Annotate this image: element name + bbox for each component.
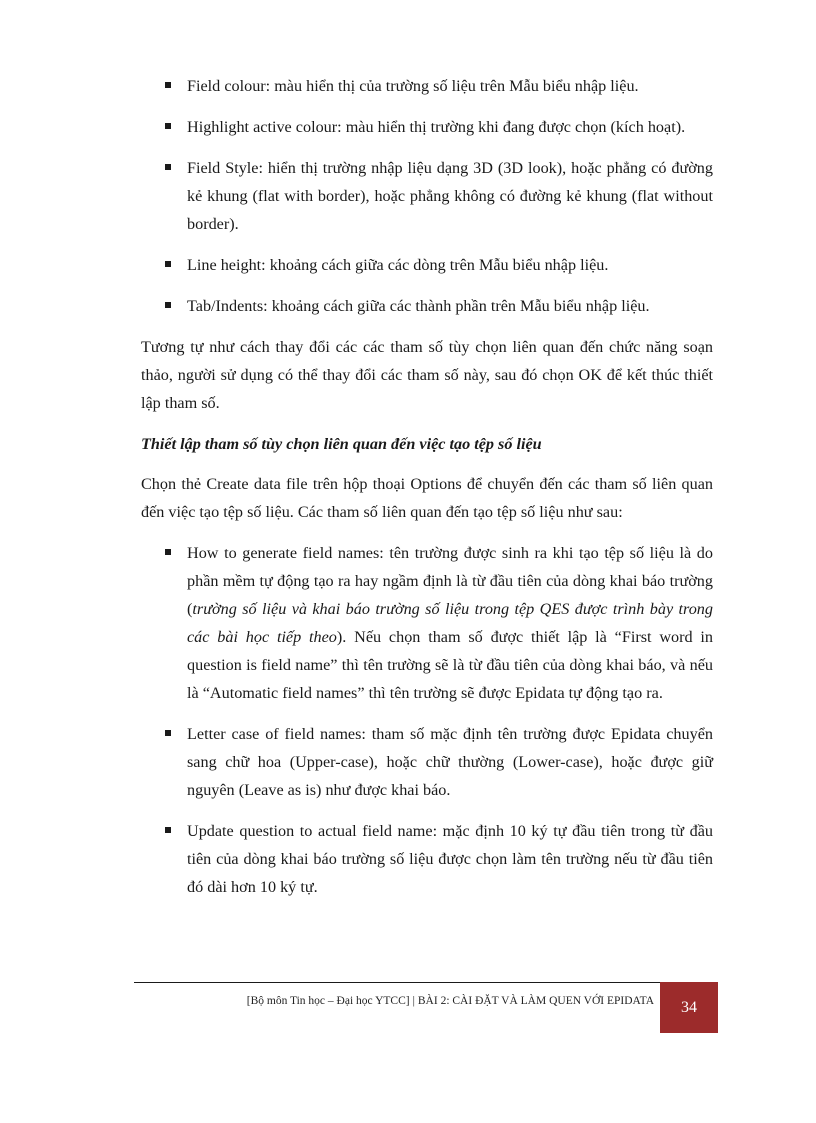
bullet-tab-indents: [141, 292, 713, 320]
bullet-line-height: [141, 251, 713, 279]
square-bullet-icon: [165, 123, 171, 129]
bullet-highlight-active-colour: [141, 113, 713, 141]
square-bullet-icon: [165, 164, 171, 170]
square-bullet-icon: [165, 261, 171, 267]
bullet-update-question: [141, 817, 713, 901]
footer-lesson-title: BÀI 2: CÀI ĐẶT VÀ LÀM QUEN VỚI EPIDATA: [417, 995, 654, 1007]
bullet-field-colour: [141, 72, 713, 100]
page-content: [141, 72, 713, 914]
footer-divider: [134, 982, 660, 983]
bullet-text: Field colour: màu hiển thị của trường số liệu trên Mẫu biểu nhập liệu.: [187, 77, 639, 95]
bullet-text: Tab/Indents: khoảng cách giữa các thành phần trên Mẫu biểu nhập liệu.: [187, 297, 650, 315]
square-bullet-icon: [165, 730, 171, 736]
bullet-text: Update question to actual field name: mặc định 10 ký tự đầu tiên trong từ đầu tiên của dòng khai báo trường số liệu được chọn làm tên trường nếu từ đầu tiên đó dài hơn 10 ký tự.: [187, 822, 713, 896]
section-heading: Thiết lập tham số tùy chọn liên quan đến việc tạo tệp số liệu: [141, 435, 542, 453]
bullet-text-start: How to generate field names: tên trường được sinh ra khi tạo tệp số liệu là do phần mềm tự động tạo ra hay ngầm định là từ đầu tiên của dòng khai báo trường (: [187, 544, 713, 618]
bullet-field-style: [141, 154, 713, 238]
bullet-text: Highlight active colour: màu hiển thị trường khi đang được chọn (kích hoạt).: [187, 118, 686, 136]
paragraph-create-data-file: Chọn thẻ Create data file trên hộp thoại Options để chuyển đến các tham số liên quan đến việc tạo tệp số liệu. Các tham số liên quan đến tạo tệp số liệu như sau:: [141, 475, 713, 521]
bullet-text-end: ). Nếu chọn tham số được thiết lập là “First word in question is field name” thì tên trường sẽ là từ đầu tiên của dòng khai báo, và nếu là “Automatic field names” thì tên trường sẽ được Epidata tự động tạo ra.: [187, 628, 713, 702]
bullet-text: Letter case of field names: tham số mặc định tên trường được Epidata chuyển sang chữ hoa (Upper-case), hoặc chữ thường (Lower-case), hoặc được giữ nguyên (Leave as is) như được khai báo.: [187, 725, 713, 799]
bullet-text: [187, 539, 713, 707]
bullet-text: Line height: khoảng cách giữa các dòng trên Mẫu biểu nhập liệu.: [187, 256, 609, 274]
footer-separator: |: [412, 995, 415, 1007]
footer-text: [134, 995, 654, 1007]
square-bullet-icon: [165, 549, 171, 555]
square-bullet-icon: [165, 827, 171, 833]
footer-department: [Bộ môn Tin học – Đại học YTCC]: [246, 995, 410, 1007]
square-bullet-icon: [165, 302, 171, 308]
paragraph-options-summary: Tương tự như cách thay đổi các các tham số tùy chọn liên quan đến chức năng soạn thảo, người sử dụng có thể thay đổi các tham số này, sau đó chọn OK để kết thúc thiết lập tham số.: [141, 338, 713, 412]
bullet-text-italic: trường số liệu và khai báo trường số liệu trong tệp QES được trình bày trong các bài học tiếp theo: [187, 600, 713, 646]
bullet-letter-case: [141, 720, 713, 804]
page-number: 34: [660, 982, 718, 1033]
bullet-text: Field Style: hiển thị trường nhập liệu dạng 3D (3D look), hoặc phẳng có đường kẻ khung (flat with border), hoặc phẳng không có đường kẻ khung (flat without border).: [187, 159, 713, 233]
bullet-generate-field-names: [141, 539, 713, 707]
square-bullet-icon: [165, 82, 171, 88]
